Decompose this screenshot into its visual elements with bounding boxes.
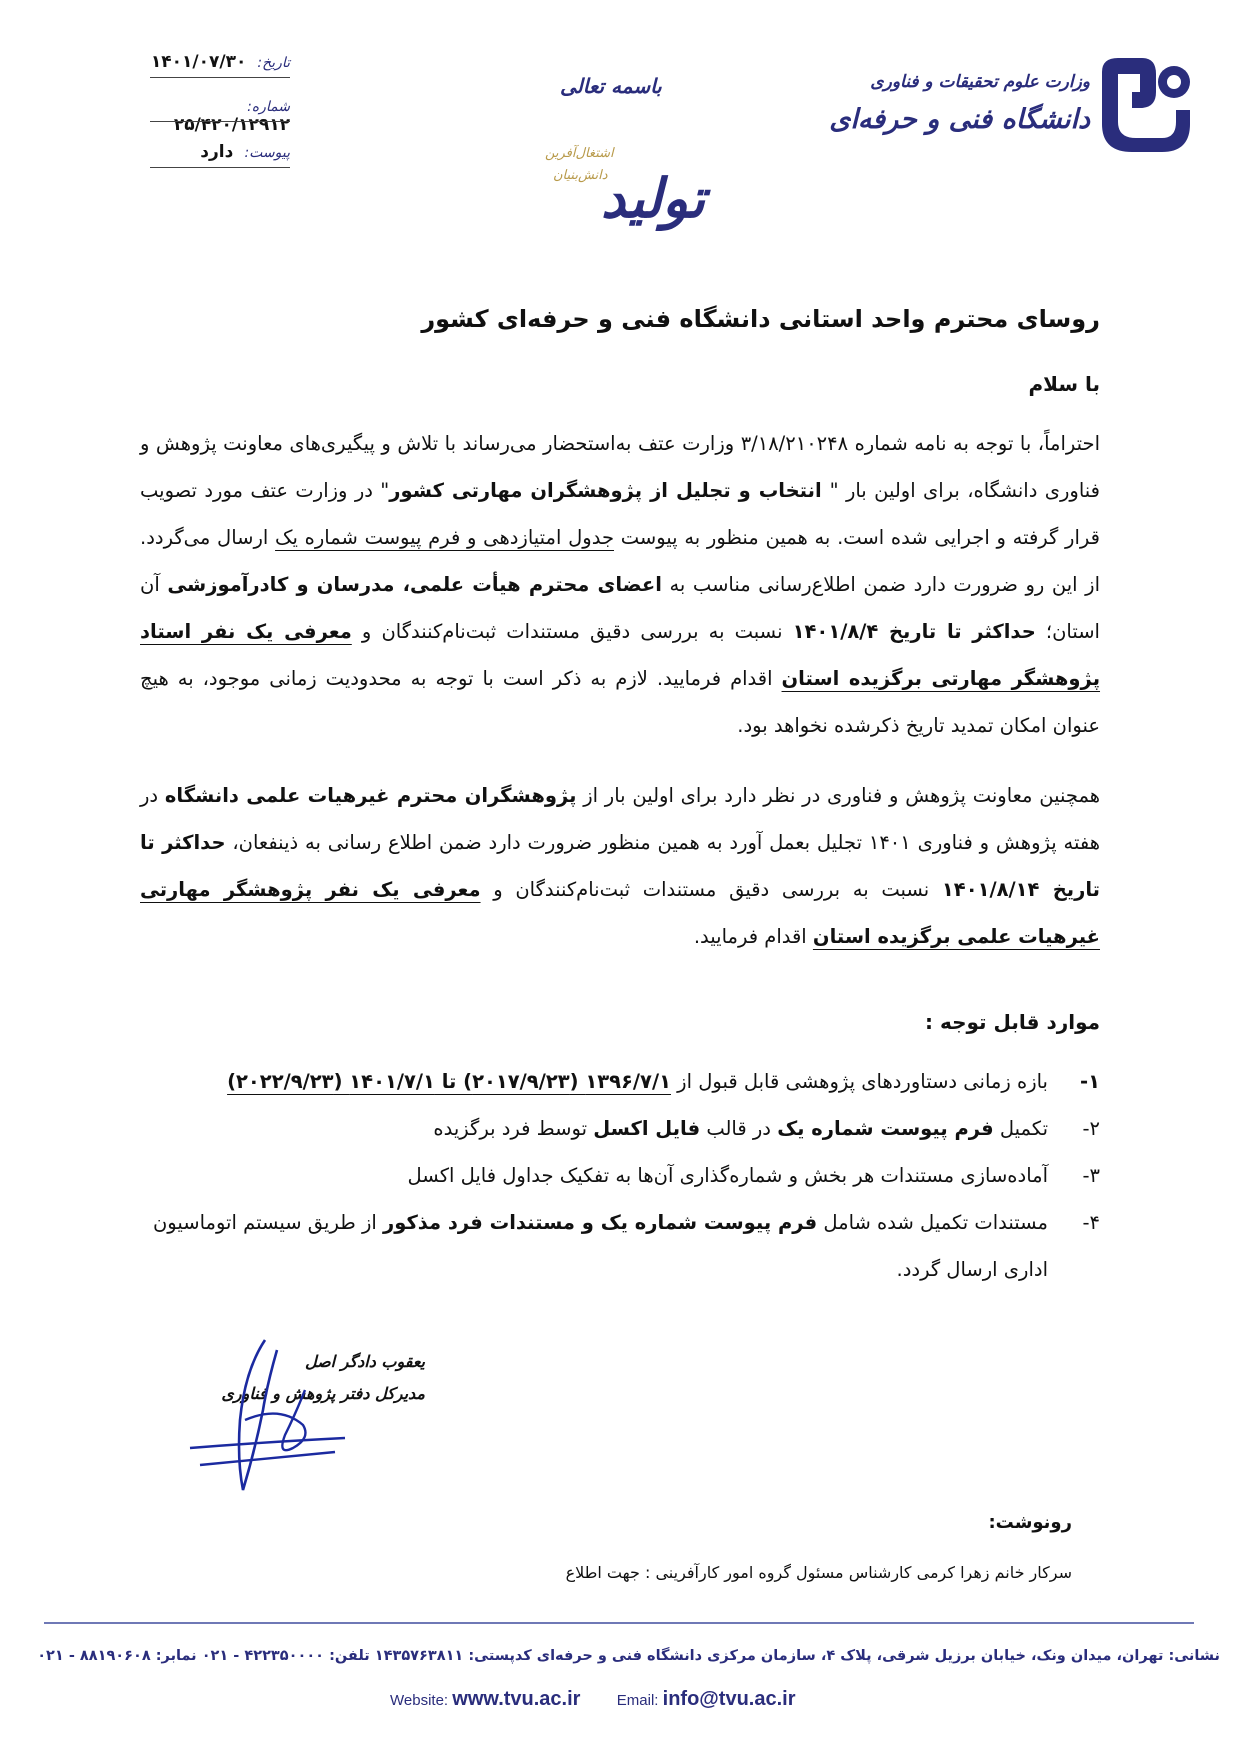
body-paragraph-2: همچنین معاونت پژوهش و فناوری در نظر دارد برای اولین بار از پژوهشگران محترم غیرهیات علمی دانشگاه در هفته پژوهش و فناوری ۱۴۰۱ تجلیل بعمل آورد به همین منظور ضرورت دارد ضمن اطلاع رسانی به ذینفعان، حداکثر تا تاریخ ۱۴۰۱/۸/۱۴ نسبت به بررسی دقیق مستندات ثبت‌نام‌کنندگان و معرفی یک نفر پژوهشگر مهارتی غیرهیات علمی برگزیده استان اقدام فرمایید.: [140, 784, 1100, 948]
attachment-reference: جدول امتیازدهی و فرم پیوست شماره یک: [275, 526, 614, 549]
signatory-title: مدیرکل دفتر پژوهش و فناوری: [221, 1384, 425, 1403]
list-item: ۳- آماده‌سازی مستندات هر بخش و شماره‌گذاری آن‌ها به تفکیک جداول فایل اکسل: [407, 1164, 1100, 1187]
email-label: Email:: [616, 1692, 659, 1709]
website-label: Website:: [390, 1692, 449, 1709]
number-value: ۲۵/۴۲۰/۱۲۹۱۲: [173, 115, 290, 135]
ministry-name: وزارت علوم تحقیقات و فناوری: [870, 72, 1090, 92]
body-paragraph-1: احتراماً، با توجه به نامه شماره ۳/۱۸/۲۱۰۲۴۸ وزارت عتف به‌استحضار می‌رساند با تلاش و پیگیری‌های معاونت پژوهش و فناوری دانشگاه، برای اولین بار " انتخاب و تجلیل از پژوهشگران مهارتی کشور" در وزارت عتف مورد تصویب قرار گرفته و اجرایی شده است. به همین منظور به پیوست جدول امتیازدهی و فرم پیوست شماره یک ارسال می‌گردد. از این رو ضرورت دارد ضمن اطلاع‌رسانی مناسب به اعضای محترم هیأت علمی، مدرسان و کادرآموزشی آن استان؛ حداکثر تا تاریخ ۱۴۰۱/۸/۴ نسبت به بررسی دقیق مستندات ثبت‌نام‌کنندگان و معرفی یک نفر استاد پژوهشگر مهارتی برگزیده استان اقدام فرمایید. لازم به ذکر است با توجه به محدودیت زمانی موجود، به هیچ عنوان امکان تمدید تاریخ ذکرشده نخواهد بود.: [140, 432, 1101, 737]
footer-address: نشانی: تهران، میدان ونک، خیابان برزیل شرقی، پلاک ۴، سازمان مرکزی دانشگاه فنی و حرفه‌ای کدپستی: ۱۴۳۵۷۶۳۸۱۱ تلفن: ۴۲۲۳۵۰۰۰۰ - ۰۲۱ نمابر: ۸۸۱۹۰۶۰۸ - ۰۲۱: [37, 1648, 1220, 1664]
cc-line: سرکار خانم زهرا کرمی کارشناس مسئول گروه امور کارآفرینی : جهت اطلاع: [565, 1563, 1072, 1582]
list-item: ۲- تکمیل فرم پیوست شماره یک در قالب فایل اکسل توسط فرد برگزیده: [433, 1117, 1100, 1140]
cc-label: رونوشت:: [988, 1512, 1072, 1533]
slogan-sub1: دانش‌بنیان: [553, 168, 608, 183]
list-item: ۴- مستندات تکمیل شده شامل فرم پیوست شماره یک و مستندات فرد مذکور از طریق سیستم اتوماسیون اداری ارسال گردد.: [152, 1211, 1100, 1281]
date-label: تاریخ:: [257, 55, 290, 71]
notes-title: موارد قابل توجه :: [925, 1010, 1100, 1034]
letter-date-row: [150, 52, 290, 76]
program-title: انتخاب و تجلیل از پژوهشگران مهارتی کشور: [389, 479, 830, 502]
deadline-1: حداکثر تا تاریخ ۱۴۰۱/۸/۴: [792, 620, 1036, 643]
signatory-name: یعقوب دادگر اصل: [304, 1352, 425, 1371]
footer-contact: [390, 1688, 796, 1711]
attachment-value: دارد: [200, 142, 234, 162]
attachment-label: پیوست:: [244, 145, 290, 161]
handwritten-signature: [185, 1330, 385, 1500]
attachment-row: [150, 142, 290, 166]
greeting: با سلام: [1028, 372, 1100, 396]
website-link[interactable]: www.tvu.ac.ir: [452, 1688, 581, 1710]
bismillah: باسمه تعالی: [560, 74, 662, 98]
university-logo-icon: [1092, 52, 1194, 156]
slogan-logo: [535, 140, 705, 245]
date-value: ۱۴۰۱/۰۷/۳۰: [150, 52, 247, 72]
notes-list: [140, 1058, 1100, 1293]
slogan-sub2: اشتغال‌آفرین: [545, 146, 614, 161]
university-name: دانشگاه فنی و حرفه‌ای: [829, 104, 1090, 135]
email-link[interactable]: info@tvu.ac.ir: [662, 1688, 796, 1710]
number-label: شماره:: [247, 99, 290, 115]
letter-number-row: [150, 96, 290, 135]
slogan-main: تولید: [600, 166, 705, 230]
deadline-2: حداکثر تا تاریخ ۱۴۰۱/۸/۱۴: [140, 831, 1100, 901]
footer-divider: [44, 1622, 1194, 1624]
recipient-heading: روسای محترم واحد استانی دانشگاه فنی و حرفه‌ای کشور: [421, 305, 1100, 333]
list-item: ۱- بازه زمانی دستاوردهای پژوهشی قابل قبول از ۱۳۹۶/۷/۱ (۲۰۱۷/۹/۲۳) تا ۱۴۰۱/۷/۱ (۲۰۲۲/۹/۲۳): [227, 1070, 1100, 1093]
